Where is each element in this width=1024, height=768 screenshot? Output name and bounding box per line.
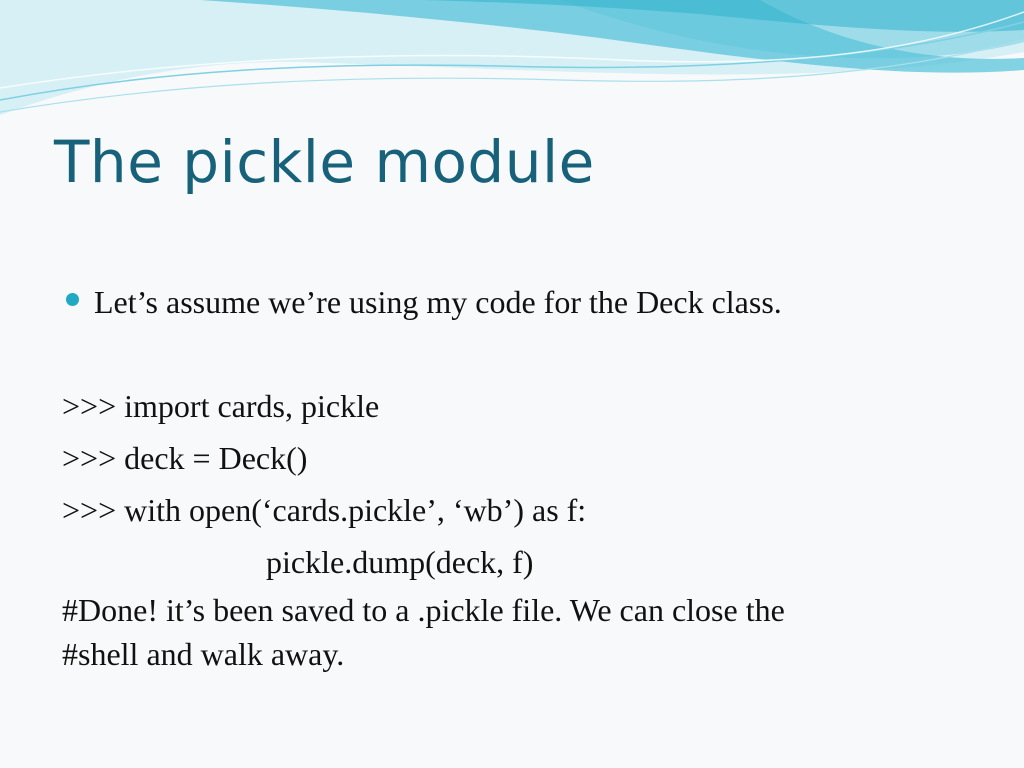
- slide-body: [62, 276, 962, 676]
- slide-title: The pickle module: [54, 128, 595, 196]
- code-line-dump: pickle.dump(deck, f): [266, 544, 534, 580]
- bullet-item: [62, 276, 962, 328]
- bullet-dot-icon: [66, 293, 79, 306]
- code-line-import: >>> import cards, pickle: [62, 388, 380, 424]
- code-line-with-open: >>> with open(‘cards.pickle’, ‘wb’) as f:: [62, 492, 587, 528]
- wave-header-decoration: [0, 0, 1024, 130]
- comment-line-shell: #shell and walk away.: [62, 636, 345, 672]
- comment-line-done: #Done! it’s been saved to a .pickle file. We can close the: [62, 592, 785, 628]
- code-line-deck: >>> deck = Deck(): [62, 440, 308, 476]
- bullet-text: Let’s assume we’re using my code for the Deck class.: [94, 284, 782, 320]
